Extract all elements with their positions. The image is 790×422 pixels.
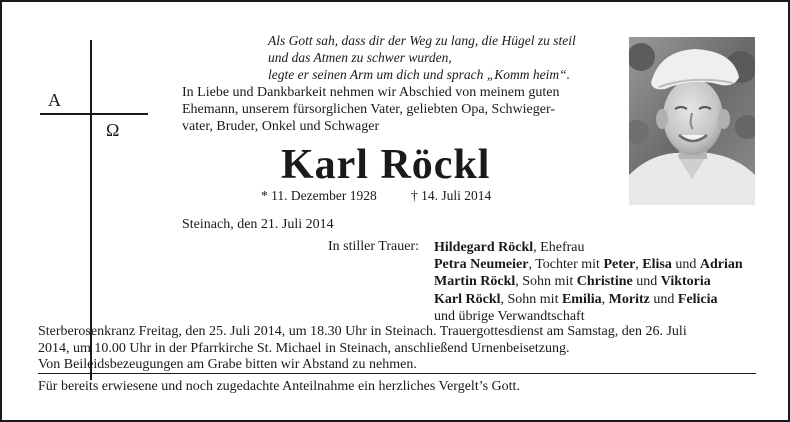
mourner-line: und übrige Verwandtschaft bbox=[434, 308, 585, 324]
intro-line: vater, Bruder, Onkel und Schwager bbox=[182, 119, 380, 134]
memorial-verse bbox=[268, 32, 608, 83]
mourners-list bbox=[434, 239, 743, 325]
cross-horizontal-bar bbox=[40, 113, 148, 115]
birth-date: * 11. Dezember 1928 bbox=[261, 188, 377, 203]
omega-symbol: Ω bbox=[106, 120, 120, 140]
portrait-photo bbox=[629, 37, 755, 205]
alpha-symbol: A bbox=[48, 90, 61, 110]
thanks-note: Für bereits erwiesene und noch zugedachte Anteilnahme ein herzliches Vergelt’s Gott. bbox=[38, 379, 520, 394]
service-details bbox=[38, 324, 768, 374]
deceased-name: Karl Röckl bbox=[281, 142, 491, 188]
verse-line: legte er seinen Arm um dich und sprach „Komm heim“. bbox=[268, 67, 570, 82]
service-line: Sterberosenkranz Freitag, den 25. Juli 2014, um 18.30 Uhr in Steinach. Trauergottesdienst am Samstag, den 26. Juli bbox=[38, 324, 687, 339]
intro-line: Ehemann, unserem fürsorglichen Vater, geliebten Opa, Schwieger- bbox=[182, 102, 556, 117]
farewell-intro bbox=[182, 84, 602, 135]
mourner-line: Petra Neumeier, Tochter mit Peter, Elisa und Adrian bbox=[434, 257, 743, 273]
service-line: 2014, um 10.00 Uhr in der Pfarrkirche St. Michael in Steinach, anschließend Urnenbeisetzung. bbox=[38, 340, 570, 356]
service-line: Von Beileidsbezeugungen am Grabe bitten wir Abstand zu nehmen. bbox=[38, 357, 417, 372]
mourner-line: Karl Röckl, Sohn mit Emilia, Moritz und Felicia bbox=[434, 291, 718, 307]
mourner-line: Martin Röckl, Sohn mit Christine und Viktoria bbox=[434, 274, 711, 290]
verse-line: und das Atmen zu schwer wurden, bbox=[268, 50, 452, 65]
death-date: † 14. Juli 2014 bbox=[411, 188, 492, 203]
mourners-label: In stiller Trauer: bbox=[328, 239, 419, 254]
divider bbox=[38, 373, 756, 374]
mourner-line: Hildegard Röckl, Ehefrau bbox=[434, 240, 585, 255]
intro-line: In Liebe und Dankbarkeit nehmen wir Abschied von meinem guten bbox=[182, 85, 560, 100]
verse-line: Als Gott sah, dass dir der Weg zu lang, die Hügel zu steil bbox=[268, 33, 576, 48]
place-and-date: Steinach, den 21. Juli 2014 bbox=[182, 217, 334, 232]
